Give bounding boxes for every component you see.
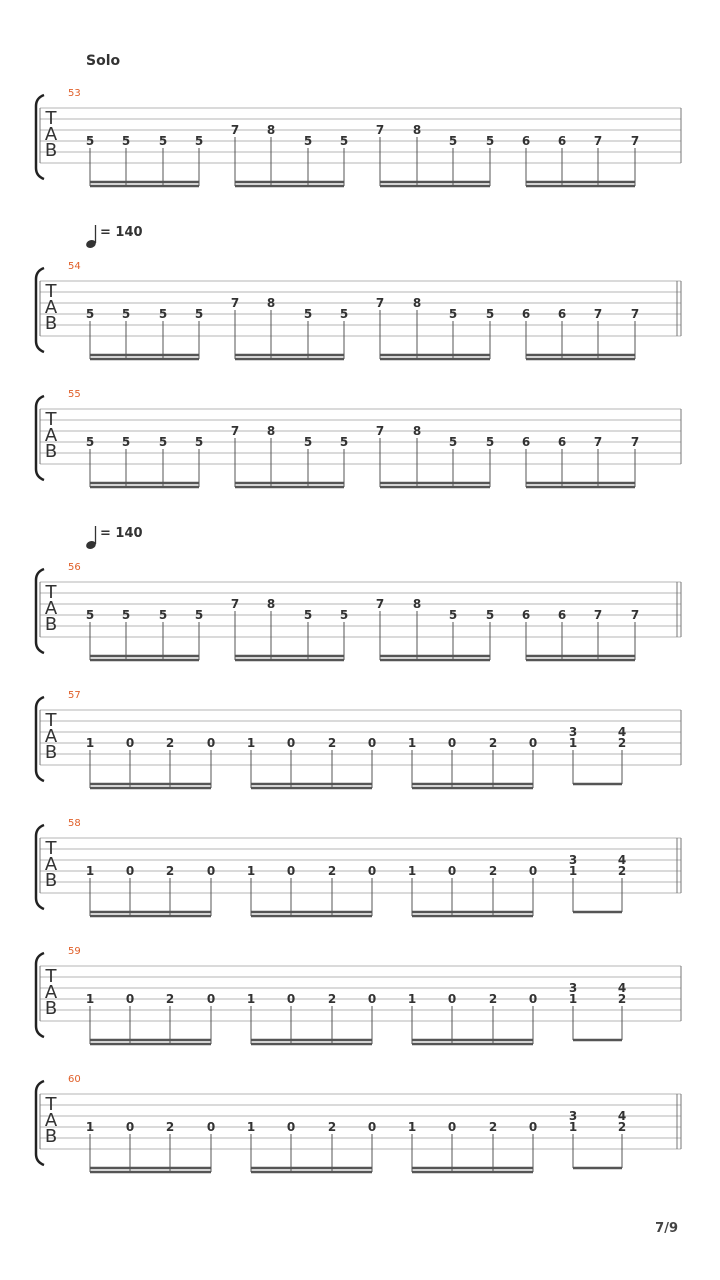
fret-number: 6 <box>521 608 531 622</box>
measure-number: 53 <box>68 88 81 99</box>
measure-number: 54 <box>68 261 81 272</box>
fret-number: 2 <box>488 864 498 878</box>
fret-number: 7 <box>375 597 385 611</box>
fret-number: 5 <box>85 134 95 148</box>
fret-number: 5 <box>485 435 495 449</box>
fret-number: 0 <box>286 992 296 1006</box>
fret-number: 5 <box>339 608 349 622</box>
fret-number: 2 <box>165 1120 175 1134</box>
fret-number: 5 <box>121 608 131 622</box>
fret-number: 6 <box>557 608 567 622</box>
fret-number: 5 <box>485 134 495 148</box>
fret-number: 4 <box>617 981 627 995</box>
fret-number: 5 <box>121 134 131 148</box>
fret-number: 8 <box>266 424 276 438</box>
fret-number: 2 <box>488 1120 498 1134</box>
fret-number: 1 <box>246 992 256 1006</box>
fret-number: 0 <box>286 1120 296 1134</box>
tab-clef-letter-t: T <box>45 108 57 129</box>
fret-number: 5 <box>339 435 349 449</box>
measure-number: 59 <box>68 946 81 957</box>
fret-number: 8 <box>266 597 276 611</box>
fret-number: 2 <box>617 992 627 1006</box>
tab-clef-letter-b: B <box>44 313 58 334</box>
tab-clef-letter-t: T <box>45 281 57 302</box>
fret-number: 5 <box>339 307 349 321</box>
fret-number: 2 <box>617 1120 627 1134</box>
tab-clef-letter-t: T <box>45 966 57 987</box>
fret-number: 7 <box>593 435 603 449</box>
tempo-marking: = 140 <box>100 225 143 240</box>
fret-number: 2 <box>165 736 175 750</box>
fret-number: 6 <box>557 435 567 449</box>
fret-number: 2 <box>617 736 627 750</box>
fret-number: 0 <box>528 1120 538 1134</box>
fret-number: 2 <box>327 864 337 878</box>
fret-number: 5 <box>158 307 168 321</box>
fret-number: 8 <box>412 597 422 611</box>
fret-number: 0 <box>528 992 538 1006</box>
fret-number: 7 <box>630 608 640 622</box>
fret-number: 5 <box>485 307 495 321</box>
tab-clef-letter-b: B <box>44 1126 58 1147</box>
fret-number: 8 <box>412 296 422 310</box>
fret-number: 5 <box>303 307 313 321</box>
fret-number: 2 <box>165 992 175 1006</box>
fret-number: 7 <box>230 296 240 310</box>
tab-clef-letter-a: A <box>44 425 58 446</box>
tab-clef-letter-b: B <box>44 998 58 1019</box>
fret-number: 0 <box>447 736 457 750</box>
fret-number: 7 <box>593 608 603 622</box>
fret-number: 0 <box>206 864 216 878</box>
fret-number: 5 <box>303 435 313 449</box>
tab-clef-letter-t: T <box>45 1094 57 1115</box>
fret-number: 1 <box>407 992 417 1006</box>
fret-number: 2 <box>488 736 498 750</box>
fret-number: 1 <box>246 736 256 750</box>
fret-number: 8 <box>412 123 422 137</box>
tab-clef-letter-t: T <box>45 838 57 859</box>
tempo-marking: = 140 <box>100 526 143 541</box>
fret-number: 0 <box>528 736 538 750</box>
measure-number: 57 <box>68 690 81 701</box>
fret-number: 1 <box>85 736 95 750</box>
fret-number: 4 <box>617 725 627 739</box>
fret-number: 7 <box>593 307 603 321</box>
fret-number: 7 <box>375 424 385 438</box>
tab-clef-letter-a: A <box>44 854 58 875</box>
fret-number: 2 <box>327 1120 337 1134</box>
fret-number: 1 <box>568 736 578 750</box>
fret-number: 5 <box>121 435 131 449</box>
fret-number: 4 <box>617 853 627 867</box>
fret-number: 4 <box>617 1109 627 1123</box>
tab-clef-letter-b: B <box>44 441 58 462</box>
fret-number: 3 <box>568 725 578 739</box>
measure-number: 58 <box>68 818 81 829</box>
fret-number: 0 <box>125 736 135 750</box>
fret-number: 1 <box>85 864 95 878</box>
fret-number: 2 <box>327 992 337 1006</box>
fret-number: 8 <box>266 296 276 310</box>
fret-number: 5 <box>158 435 168 449</box>
fret-number: 0 <box>206 1120 216 1134</box>
fret-number: 5 <box>303 608 313 622</box>
fret-number: 3 <box>568 853 578 867</box>
fret-number: 8 <box>412 424 422 438</box>
fret-number: 0 <box>206 736 216 750</box>
fret-number: 2 <box>617 864 627 878</box>
fret-number: 5 <box>85 307 95 321</box>
tab-clef-letter-a: A <box>44 598 58 619</box>
fret-number: 0 <box>367 736 377 750</box>
fret-number: 7 <box>375 296 385 310</box>
tab-clef-letter-t: T <box>45 710 57 731</box>
fret-number: 0 <box>447 992 457 1006</box>
fret-number: 8 <box>266 123 276 137</box>
tab-clef-letter-t: T <box>45 582 57 603</box>
fret-number: 0 <box>286 864 296 878</box>
fret-number: 0 <box>125 992 135 1006</box>
fret-number: 1 <box>85 992 95 1006</box>
fret-number: 0 <box>367 1120 377 1134</box>
fret-number: 2 <box>327 736 337 750</box>
fret-number: 1 <box>246 1120 256 1134</box>
fret-number: 7 <box>230 123 240 137</box>
fret-number: 5 <box>85 608 95 622</box>
fret-number: 5 <box>448 435 458 449</box>
fret-number: 7 <box>230 597 240 611</box>
fret-number: 5 <box>339 134 349 148</box>
fret-number: 6 <box>521 307 531 321</box>
fret-number: 5 <box>448 134 458 148</box>
fret-number: 6 <box>557 307 567 321</box>
tab-clef-letter-b: B <box>44 614 58 635</box>
fret-number: 7 <box>630 435 640 449</box>
fret-number: 5 <box>303 134 313 148</box>
fret-number: 1 <box>85 1120 95 1134</box>
fret-number: 5 <box>121 307 131 321</box>
fret-number: 1 <box>407 1120 417 1134</box>
fret-number: 6 <box>521 435 531 449</box>
measure-number: 55 <box>68 389 81 400</box>
fret-number: 2 <box>165 864 175 878</box>
fret-number: 7 <box>230 424 240 438</box>
tab-clef-letter-b: B <box>44 870 58 891</box>
fret-number: 5 <box>158 608 168 622</box>
fret-number: 5 <box>194 608 204 622</box>
fret-number: 5 <box>194 134 204 148</box>
fret-number: 7 <box>630 307 640 321</box>
fret-number: 1 <box>246 864 256 878</box>
fret-number: 7 <box>593 134 603 148</box>
page-number: 7/9 <box>655 1221 678 1236</box>
fret-number: 5 <box>448 608 458 622</box>
tab-clef-letter-a: A <box>44 297 58 318</box>
tab-clef-letter-a: A <box>44 1110 58 1131</box>
tab-clef-letter-t: T <box>45 409 57 430</box>
fret-number: 1 <box>407 736 417 750</box>
fret-number: 5 <box>448 307 458 321</box>
fret-number: 5 <box>194 435 204 449</box>
fret-number: 0 <box>528 864 538 878</box>
tab-clef-letter-a: A <box>44 124 58 145</box>
fret-number: 6 <box>521 134 531 148</box>
fret-number: 1 <box>568 992 578 1006</box>
measure-number: 60 <box>68 1074 81 1085</box>
fret-number: 1 <box>568 864 578 878</box>
measure-number: 56 <box>68 562 81 573</box>
fret-number: 5 <box>485 608 495 622</box>
fret-number: 3 <box>568 1109 578 1123</box>
fret-number: 0 <box>206 992 216 1006</box>
fret-number: 7 <box>375 123 385 137</box>
tab-clef-letter-b: B <box>44 140 58 161</box>
section-label: Solo <box>86 53 121 69</box>
fret-number: 0 <box>286 736 296 750</box>
fret-number: 5 <box>194 307 204 321</box>
fret-number: 3 <box>568 981 578 995</box>
fret-number: 1 <box>407 864 417 878</box>
fret-number: 6 <box>557 134 567 148</box>
fret-number: 5 <box>85 435 95 449</box>
fret-number: 0 <box>447 864 457 878</box>
fret-number: 7 <box>630 134 640 148</box>
fret-number: 5 <box>158 134 168 148</box>
fret-number: 0 <box>125 1120 135 1134</box>
fret-number: 0 <box>125 864 135 878</box>
fret-number: 0 <box>367 992 377 1006</box>
tab-clef-letter-a: A <box>44 726 58 747</box>
fret-number: 0 <box>447 1120 457 1134</box>
tab-clef-letter-a: A <box>44 982 58 1003</box>
fret-number: 2 <box>488 992 498 1006</box>
tab-clef-letter-b: B <box>44 742 58 763</box>
fret-number: 1 <box>568 1120 578 1134</box>
fret-number: 0 <box>367 864 377 878</box>
